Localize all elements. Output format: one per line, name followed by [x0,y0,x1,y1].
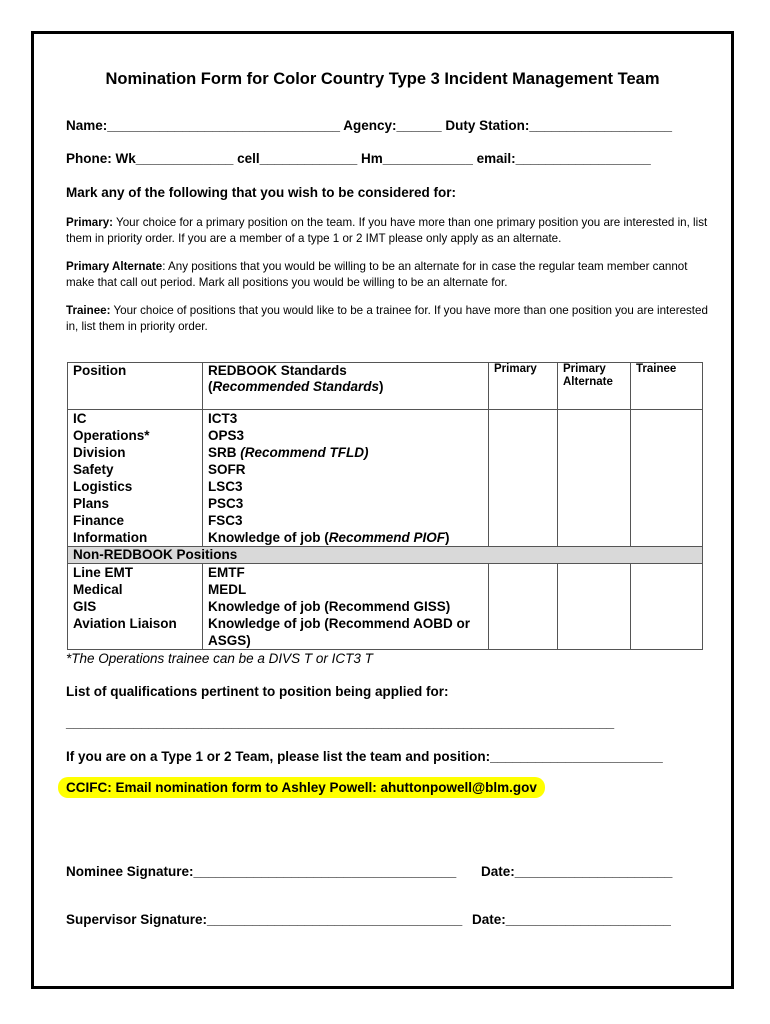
phone-email-line[interactable]: Phone: Wk_____________ cell_____________ Hm____________ email:__________________ [66,151,651,166]
positions-table [67,362,703,650]
position-cell: Information [73,530,148,545]
nominee-signature-line[interactable]: Nominee Signature:___________________________________ [66,864,457,879]
position-cell: Logistics [73,479,133,494]
position-cell: Plans [73,496,110,511]
non-redbook-positions [68,564,203,650]
position-cell: Division [73,445,126,460]
non-redbook-standards [203,564,489,650]
standard-cell: ICT3 [208,411,238,426]
supervisor-signature-line[interactable]: Supervisor Signature:__________________________________ [66,912,463,927]
primary-text: Your choice for a primary position on the team. If you have more than one primary position you are interested in, list them in priority order. If you are a member of a type 1 or 2 IMT please only apply as an alternate. [66,216,708,245]
position-cell: Operations* [73,428,150,443]
table-row-redbook [68,410,703,547]
qualifications-heading: List of qualifications pertinent to position being applied for: [66,684,449,699]
section-row [68,547,703,564]
section-label: Non-REDBOOK Positions [68,547,703,564]
position-cell: Aviation Liaison [73,616,177,631]
standard-cell: SRB (Recommend TFLD) [208,445,369,460]
header-standards-line1: REDBOOK Standards [208,363,347,378]
redbook-standards [203,410,489,547]
standard-cell: SOFR [208,462,246,477]
standard-cell: LSC3 [208,479,243,494]
alternate-label: Primary Alternate [66,260,163,273]
table-row-non-redbook [68,564,703,650]
trainee-label: Trainee: [66,304,111,317]
form-page [31,31,734,989]
position-cell: Safety [73,462,114,477]
trainee-checkbox-cell[interactable] [631,410,703,547]
header-position: Position [68,363,203,410]
alternate-checkbox-cell[interactable] [558,564,631,650]
standard-cell: MEDL [208,582,247,597]
primary-label: Primary: [66,216,114,229]
operations-footnote: *The Operations trainee can be a DIVS T or ICT3 T [66,651,373,666]
supervisor-date-line[interactable]: Date:______________________ [472,912,671,927]
header-standards-line2: Recommended Standards [212,379,380,394]
header-standards: REDBOOK Standards (Recommended Standards) [203,363,489,410]
header-alternate: Primary Alternate [558,363,631,410]
primary-checkbox-cell[interactable] [489,410,558,547]
standard-cell: EMTF [208,565,245,580]
team-position-line[interactable]: If you are on a Type 1 or 2 Team, please list the team and position:_______________________ [66,749,663,764]
trainee-definition [66,303,716,335]
redbook-positions [68,410,203,547]
position-cell: Line EMT [73,565,133,580]
trainee-checkbox-cell[interactable] [631,564,703,650]
alternate-checkbox-cell[interactable] [558,410,631,547]
position-cell: Finance [73,513,125,528]
form-title: Nomination Form for Color Country Type 3 Incident Management Team [105,70,660,88]
primary-checkbox-cell[interactable] [489,564,558,650]
header-primary: Primary [489,363,558,410]
table-header-row [68,363,703,410]
standard-cell: OPS3 [208,428,245,443]
header-trainee: Trainee [631,363,703,410]
standard-cell: PSC3 [208,496,244,511]
email-instruction: CCIFC: Email nomination form to Ashley Powell: ahuttonpowell@blm.gov [58,777,545,798]
standard-cell: Knowledge of job (Recommend GISS) [208,599,451,614]
nominee-date-line[interactable]: Date:_____________________ [481,864,673,879]
alternate-text: : Any positions that you would be willing to be an alternate for in case the regular team member cannot make that call out period. Mark all positions you would be willing to be an alternate for. [66,260,688,289]
name-agency-line[interactable]: Name:_______________________________ Agency:______ Duty Station:___________________ [66,118,672,133]
trainee-text: Your choice of positions that you would like to be a trainee for. If you have more than one position you are interested in, list them in priority order. [66,304,708,333]
standard-cell: Knowledge of job (Recommend AOBD or ASGS) [208,616,471,648]
position-cell: IC [73,411,87,426]
position-cell: GIS [73,599,97,614]
alternate-definition [66,259,716,291]
qualifications-input-line[interactable]: _________________________________________________________________________ [66,715,615,730]
position-cell: Medical [73,582,123,597]
mark-heading: Mark any of the following that you wish to be considered for: [66,185,457,200]
standard-cell: FSC3 [208,513,243,528]
standard-cell: Knowledge of job (Recommend PIOF) [208,530,450,545]
primary-definition [66,215,716,247]
